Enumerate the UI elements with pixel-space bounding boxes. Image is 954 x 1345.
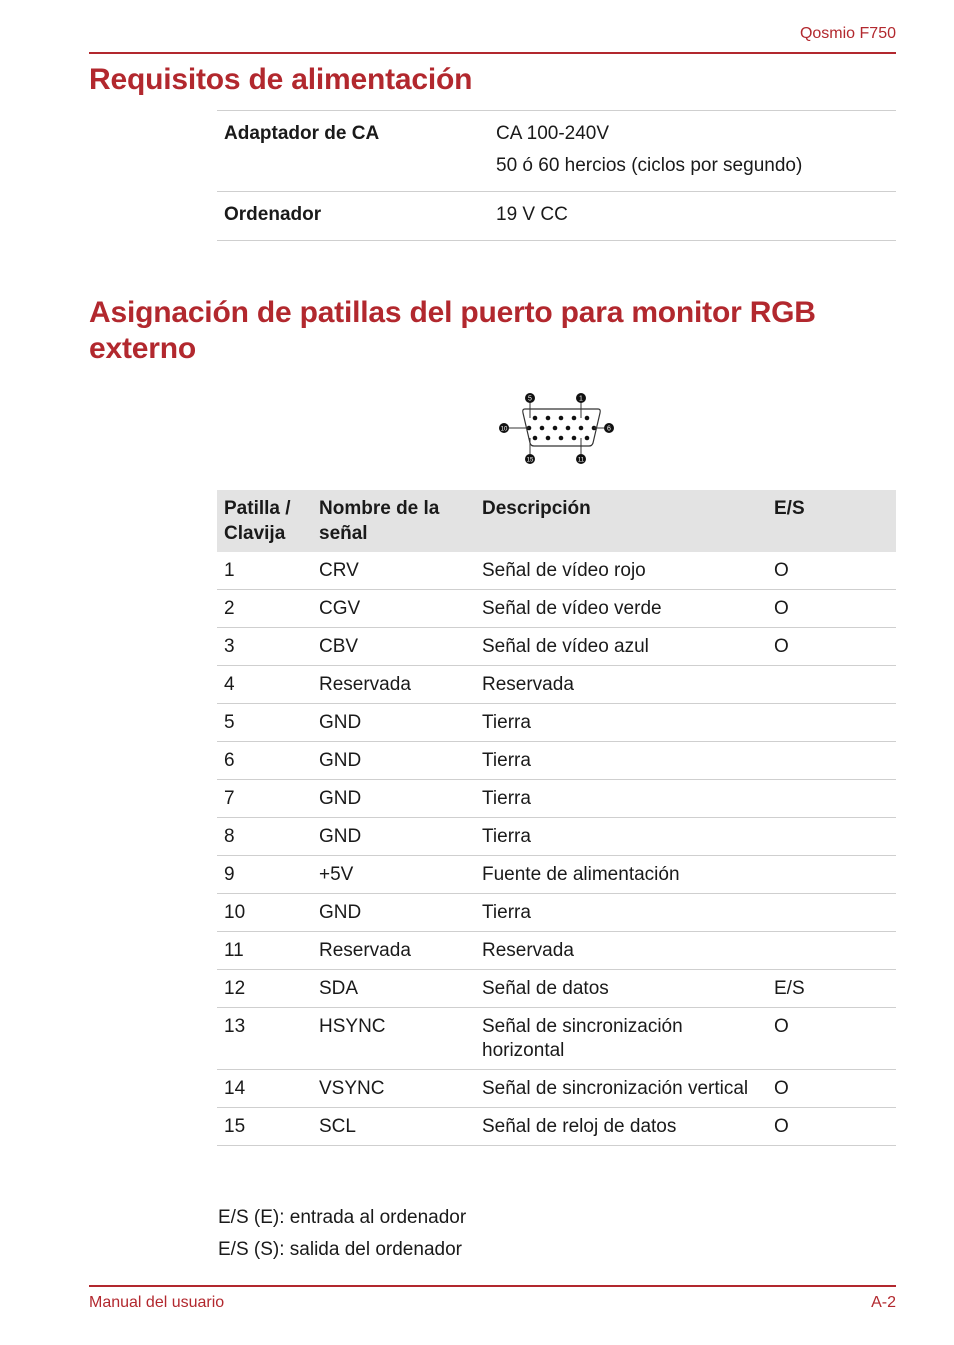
table-row [217, 780, 896, 818]
description-cell: Tierra [475, 818, 767, 856]
table-row [217, 932, 896, 970]
io-cell [767, 818, 896, 856]
table-row [217, 590, 896, 628]
table-row [217, 628, 896, 666]
signal-name-cell: +5V [312, 856, 475, 894]
pin-table-body [217, 552, 896, 1146]
svg-text:15: 15 [526, 457, 534, 464]
pin-callout-1 [576, 393, 586, 403]
io-cell: O [767, 1070, 896, 1108]
row-value [489, 192, 896, 241]
pin-number-cell: 6 [217, 742, 312, 780]
pin-number-cell: 14 [217, 1070, 312, 1108]
description-cell: Señal de datos [475, 970, 767, 1008]
pin-number-cell: 2 [217, 590, 312, 628]
value-line: 19 V CC [496, 204, 568, 225]
leader-lines [509, 395, 609, 458]
power-requirements-table [217, 110, 896, 241]
signal-name-cell: Reservada [312, 666, 475, 704]
svg-text:5: 5 [528, 395, 532, 403]
description-cell: Señal de reloj de datos [475, 1108, 767, 1146]
table-row [217, 111, 896, 192]
io-cell: O [767, 1008, 896, 1070]
row-value [489, 111, 896, 192]
io-cell [767, 856, 896, 894]
column-header: Nombre de la señal [312, 490, 475, 552]
table-row [217, 1108, 896, 1146]
pin-number-cell: 15 [217, 1108, 312, 1146]
description-cell: Tierra [475, 894, 767, 932]
signal-name-cell: GND [312, 742, 475, 780]
pin-number-cell: 1 [217, 552, 312, 590]
description-cell: Tierra [475, 704, 767, 742]
table-header-row [217, 490, 896, 552]
table-row [217, 742, 896, 780]
io-cell [767, 742, 896, 780]
pin-number-cell: 13 [217, 1008, 312, 1070]
value-line: 50 ó 60 hercios (ciclos por segundo) [496, 155, 803, 176]
table-row [217, 666, 896, 704]
description-cell: Señal de vídeo verde [475, 590, 767, 628]
footer-rule [89, 1285, 896, 1287]
svg-text:11: 11 [577, 457, 585, 464]
signal-name-cell: SDA [312, 970, 475, 1008]
vga-connector-diagram [495, 388, 617, 468]
pin-assignment-table [217, 490, 896, 1146]
svg-text:10: 10 [500, 426, 508, 433]
column-header: E/S [767, 490, 896, 552]
table-row [217, 970, 896, 1008]
svg-text:6: 6 [607, 425, 611, 433]
table-row [217, 1070, 896, 1108]
pin-callout-10 [499, 423, 509, 433]
pin-dots [527, 416, 597, 441]
io-cell [767, 894, 896, 932]
pin-callout-11 [576, 454, 586, 464]
io-cell: O [767, 628, 896, 666]
description-cell: Reservada [475, 666, 767, 704]
description-cell: Reservada [475, 932, 767, 970]
pin-number-cell: 3 [217, 628, 312, 666]
signal-name-cell: SCL [312, 1108, 475, 1146]
description-cell: Señal de sincronización vertical [475, 1070, 767, 1108]
signal-name-cell: GND [312, 818, 475, 856]
io-cell: E/S [767, 970, 896, 1008]
column-header: Patilla / Clavija [217, 490, 312, 552]
section-title-power: Requisitos de alimentación [89, 63, 473, 96]
io-cell [767, 704, 896, 742]
description-cell: Señal de vídeo rojo [475, 552, 767, 590]
svg-text:1: 1 [579, 395, 583, 403]
description-cell: Fuente de alimentación [475, 856, 767, 894]
pin-callout-6 [604, 423, 614, 433]
io-cell [767, 780, 896, 818]
signal-name-cell: CGV [312, 590, 475, 628]
section-title-rgb-pinout: Asignación de patillas del puerto para monitor RGB externo [89, 296, 816, 365]
row-label: Ordenador [217, 192, 489, 241]
pin-callout-15 [525, 454, 535, 464]
table-row [217, 552, 896, 590]
signal-name-cell: CRV [312, 552, 475, 590]
row-label: Adaptador de CA [217, 111, 489, 192]
pin-number-cell: 10 [217, 894, 312, 932]
header-model-name: Qosmio F750 [799, 25, 896, 42]
signal-name-cell: GND [312, 894, 475, 932]
signal-name-cell: HSYNC [312, 1008, 475, 1070]
io-cell [767, 666, 896, 704]
table-row [217, 818, 896, 856]
io-note-input: E/S (E): entrada al ordenador [218, 1207, 467, 1228]
signal-name-cell: GND [312, 780, 475, 818]
column-header: Descripción [475, 490, 767, 552]
io-cell: O [767, 552, 896, 590]
signal-name-cell: CBV [312, 628, 475, 666]
value-line: CA 100-240V [496, 123, 610, 144]
io-cell [767, 932, 896, 970]
pin-number-cell: 5 [217, 704, 312, 742]
io-cell: O [767, 590, 896, 628]
pin-number-cell: 7 [217, 780, 312, 818]
table-row [217, 192, 896, 241]
signal-name-cell: GND [312, 704, 475, 742]
table-row [217, 856, 896, 894]
table-row [217, 704, 896, 742]
table-row [217, 1008, 896, 1070]
signal-name-cell: VSYNC [312, 1070, 475, 1108]
pin-number-cell: 9 [217, 856, 312, 894]
io-cell: O [767, 1108, 896, 1146]
pin-number-cell: 8 [217, 818, 312, 856]
footer-manual-title: Manual del usuario [89, 1294, 225, 1311]
header-rule [89, 52, 896, 54]
connector-shell [523, 409, 601, 446]
pin-number-cell: 11 [217, 932, 312, 970]
io-note-output: E/S (S): salida del ordenador [218, 1239, 462, 1260]
description-cell: Tierra [475, 780, 767, 818]
table-row [217, 894, 896, 932]
description-cell: Señal de sincronización horizontal [475, 1008, 767, 1070]
description-cell: Tierra [475, 742, 767, 780]
signal-name-cell: Reservada [312, 932, 475, 970]
pin-number-cell: 12 [217, 970, 312, 1008]
pin-number-cell: 4 [217, 666, 312, 704]
footer-page-number: A-2 [871, 1294, 896, 1311]
pin-callout-5 [525, 393, 535, 403]
description-cell: Señal de vídeo azul [475, 628, 767, 666]
